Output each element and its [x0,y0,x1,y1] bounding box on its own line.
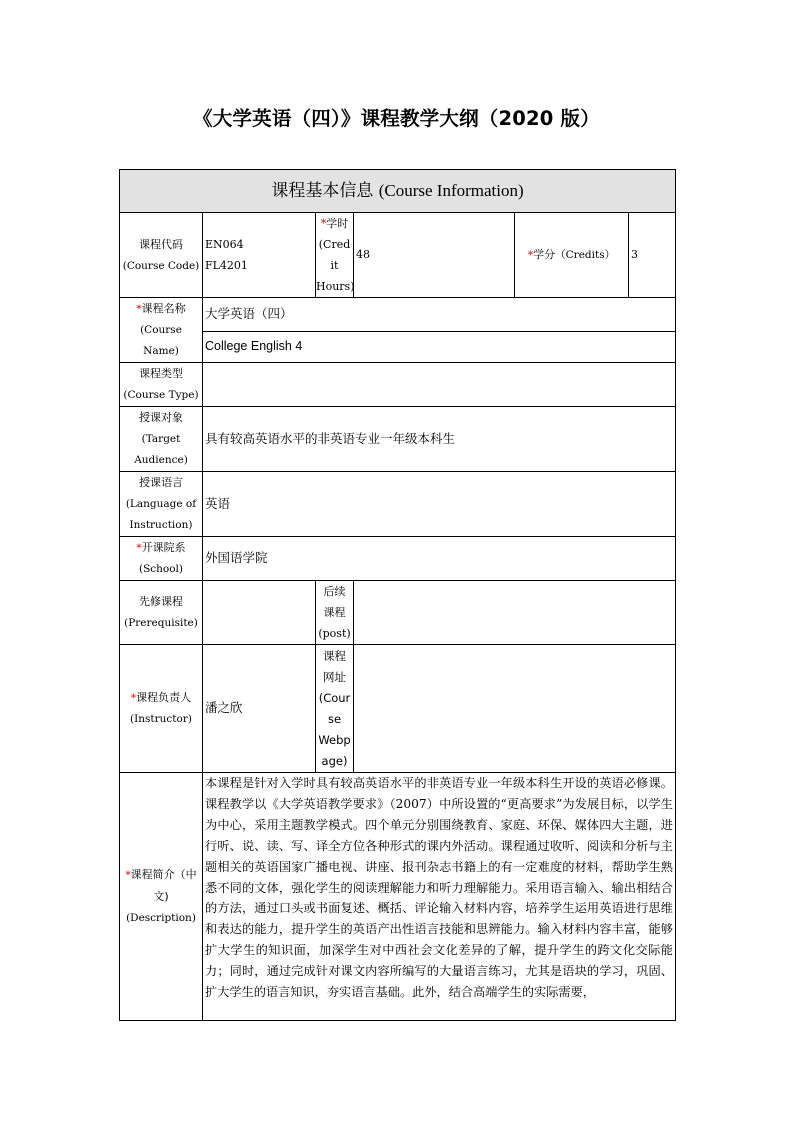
label-school: *开课院系 (School) [120,537,203,581]
table-header-row [120,170,676,213]
row-audience [120,407,676,472]
label-description: *课程简介（中 文) (Description) [120,773,203,1021]
row-language [120,472,676,537]
value-instructor: 潘之欣 [203,645,316,773]
value-course-name-en: College English 4 [203,331,676,362]
row-school [120,537,676,581]
header-en: (Course Information) [378,180,524,200]
value-audience: 具有较高英语水平的非英语专业一年级本科生 [203,407,676,472]
label-language: 授课语言 (Language of Instruction) [120,472,203,537]
page-title: 《大学英语（四）》课程教学大纲（2020 版） [193,107,600,130]
label-post-course: 后续 课程 (post) [316,581,354,645]
row-course-type [120,363,676,407]
row-instructor [120,645,676,773]
row-description [120,773,676,1021]
table-header [120,170,676,213]
value-post-course [354,581,676,645]
value-course-name-cn: 大学英语（四） [203,298,676,332]
row-course-name-en [120,331,676,362]
row-prerequisite [120,581,676,645]
value-description: 本课程是针对入学时具有较高英语水平的非英语专业一年级本科生开设的英语必修课。课程教学以《大学英语教学要求》（2007）中所设置的“更高要求”为发展目标，以学生为中心，采用主题教学模式。四个单元分别围绕教育、家庭、环保、媒体四大主题，进行听、说、读、写、译全方位各种形式的课内外活动。课程通过收听、阅读和分析与主题相关的英语国家广播电视、讲座、报刊杂志书籍上的有一定难度的材料，帮助学生熟悉不同的文体，强化学生的阅读理解能力和听力理解能力。采用语言输入、输出相结合的方法，通过口头或书面复述、概括、评论输入材料内容，培养学生运用英语进行思维和表达的能力，提升学生的英语产出性语言技能和思辨能力。输入材料内容丰富，能够扩大学生的知识面，加深学生对中西社会文化差异的了解，提升学生的跨文化交际能力；同时，通过完成针对课文内容所编写的大量语言练习，尤其是语块的学习，巩固、扩大学生的语言知识，夯实语言基础。此外，结合高端学生的实际需要， [203,773,676,1021]
label-hours: *学时 (Cred it Hours) [316,213,354,298]
label-course-webpage: 课程 网址 (Cour se Webp age) [316,645,354,773]
label-instructor: *课程负责人 (Instructor) [120,645,203,773]
value-prerequisite [203,581,316,645]
header-cn: 课程基本信息 [271,180,374,201]
label-course-type: 课程类型 (Course Type) [120,363,203,407]
label-course-code: 课程代码 (Course Code) [120,213,203,298]
value-credits: 3 [629,213,676,298]
label-prerequisite: 先修课程 (Prerequisite) [120,581,203,645]
label-audience: 授课对象 (Target Audience) [120,407,203,472]
course-info-table [119,169,676,1021]
label-credits: *学分（Credits） [515,213,629,298]
value-course-webpage [354,645,676,773]
label-course-name: *课程名称 (Course Name) [120,298,203,363]
row-course-name [120,298,676,332]
value-hours: 48 [354,213,515,298]
value-course-type [203,363,676,407]
value-course-code: EN064 FL4201 [203,213,316,298]
value-language: 英语 [203,472,676,537]
value-school: 外国语学院 [203,537,676,581]
row-course-code [120,213,676,298]
